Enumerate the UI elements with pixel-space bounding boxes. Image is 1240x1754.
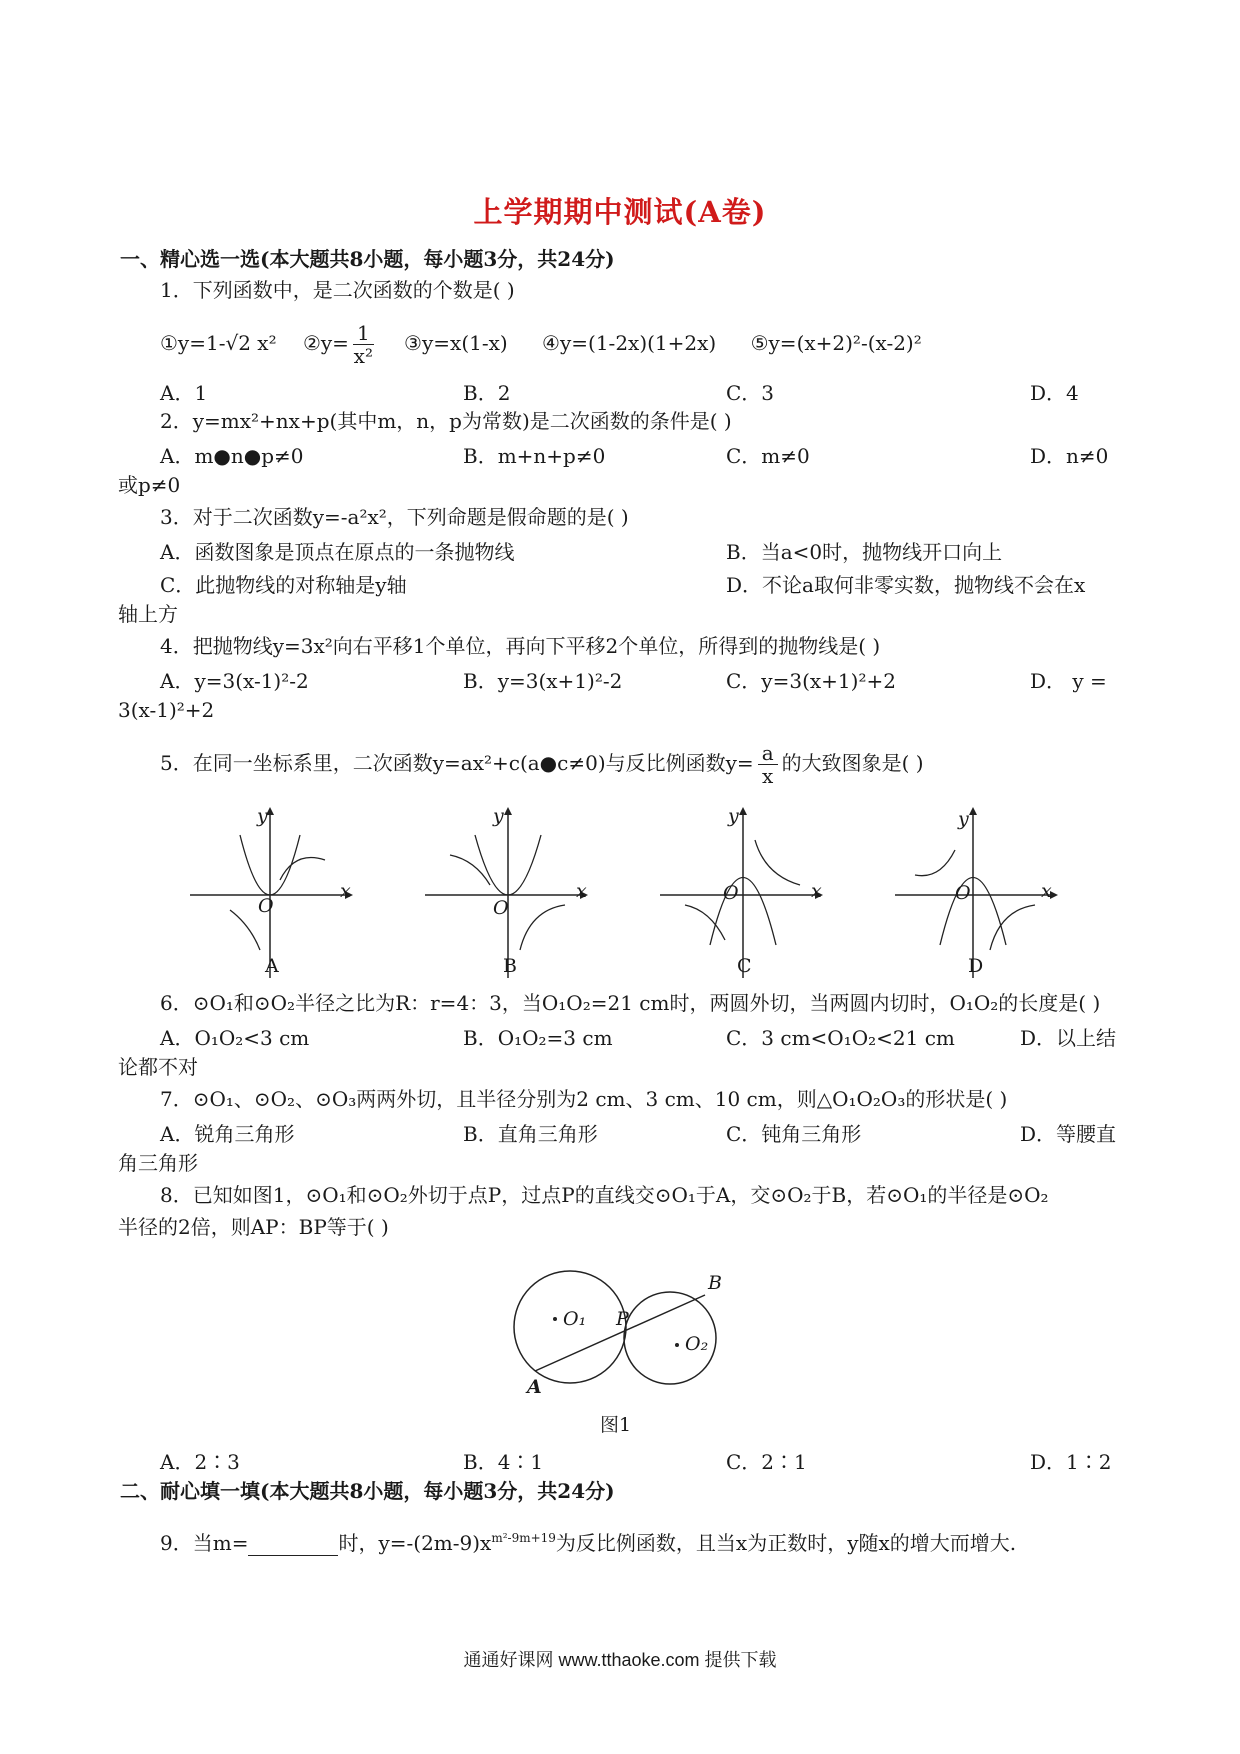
- graph-b-x-label: x: [576, 880, 587, 902]
- graph-a-y-label: y: [257, 805, 268, 827]
- q8-option-b: B．4∶1: [463, 1450, 544, 1474]
- q6-option-c: C．3 cm<O₁O₂<21 cm: [726, 1026, 955, 1050]
- q4-option-c: C．y=3(x+1)²+2: [726, 669, 896, 693]
- formula-3: ③y=x(1-x): [404, 331, 508, 355]
- page-title: 上学期期中测试(A卷): [473, 195, 767, 229]
- formula-4: ④y=(1-2x)(1+2x): [542, 331, 717, 355]
- q8-continuation: 半径的2倍，则AP：BP等于( ): [118, 1215, 389, 1239]
- q3-option-b: B．当a<0时，抛物线开口向上: [726, 540, 1003, 564]
- figure-label-b: B: [708, 1272, 722, 1294]
- question-5-stem: 5．在同一坐标系里，二次函数y=ax²+c(a●c≠0)与反比例函数y= $\frac{a}{x}$ 的大致图象是( ): [160, 741, 924, 788]
- figure-label-a: A: [527, 1376, 542, 1398]
- figure-label-o2: O₂: [685, 1333, 709, 1355]
- graph-d-origin: O: [955, 882, 971, 904]
- section-heading-1: 一、精心选一选(本大题共8小题，每小题3分，共24分): [120, 247, 615, 271]
- graph-c-y-label: y: [728, 805, 739, 827]
- q2-option-c: C．m≠0: [726, 444, 810, 468]
- q8-option-c: C．2∶1: [726, 1450, 807, 1474]
- q2-option-a: A．m●n●p≠0: [160, 444, 304, 468]
- formula-2: ②y= $\frac{1}{\text{x²}}$: [302, 321, 373, 368]
- graph-a-x-label: x: [340, 880, 351, 902]
- q3-option-a: A．函数图象是顶点在原点的一条抛物线: [160, 540, 515, 564]
- q2-option-d: D．n≠0: [1030, 444, 1109, 468]
- q6-option-a: A．O₁O₂<3 cm: [160, 1026, 310, 1050]
- formula-5: ⑤y=(x+2)²-(x-2)²: [750, 331, 922, 355]
- graph-d-y-label: y: [958, 808, 969, 830]
- q7-option-d: D．等腰直: [1020, 1122, 1117, 1146]
- graph-b-y-label: y: [493, 805, 504, 827]
- formula-1: ①y=1-√2 x²: [160, 331, 277, 355]
- q8-option-d: D．1∶2: [1030, 1450, 1112, 1474]
- answer-blank[interactable]: [248, 1535, 338, 1556]
- q3-option-c: C．此抛物线的对称轴是y轴: [160, 573, 407, 597]
- q7-continuation: 角三角形: [118, 1151, 198, 1175]
- graph-d-x-label: x: [1041, 880, 1052, 902]
- q7-option-b: B．直角三角形: [463, 1122, 598, 1146]
- q1-option-d: D．4: [1030, 381, 1079, 405]
- q4-continuation: 3(x-1)²+2: [118, 698, 215, 722]
- q1-option-c: C．3: [726, 381, 775, 405]
- graph-b-origin: O: [493, 897, 509, 919]
- question-3-stem: 3．对于二次函数y=-a²x²，下列命题是假命题的是( ): [160, 505, 629, 529]
- q6-option-b: B．O₁O₂=3 cm: [463, 1026, 613, 1050]
- question-8-stem: 8．已知如图1，⊙O₁和⊙O₂外切于点P，过点P的直线交⊙O₁于A，交⊙O₂于B，若⊙O₁的半径是⊙O₂: [160, 1183, 1049, 1207]
- footer-text: 通通好课网 www.tthaoke.com 提供下载: [463, 1650, 777, 1670]
- question-2-stem: 2．y=mx²+nx+p(其中m，n，p为常数)是二次函数的条件是( ): [160, 409, 732, 433]
- q8-option-a: A．2∶3: [160, 1450, 240, 1474]
- q2-continuation: 或p≠0: [118, 473, 181, 497]
- section-heading-2: 二、耐心填一填(本大题共8小题，每小题3分，共24分): [120, 1479, 615, 1503]
- q6-option-d: D．以上结: [1020, 1026, 1117, 1050]
- question-9: 9．当m= 时，$y=-(2m-9)x^{m^2-9m+19}$为反比例函数，且当x为正数时，y随x的增大而增大.: [160, 1531, 1017, 1555]
- graph-a-label: A: [265, 955, 279, 977]
- q1-option-a: A．1: [160, 381, 208, 405]
- question-1-formulas: [160, 322, 1160, 367]
- question-7-stem: 7．⊙O₁、⊙O₂、⊙O₃两两外切，且半径分别为2 cm、3 cm、10 cm，则△O₁O₂O₃的形状是( ): [160, 1087, 1008, 1111]
- graph-c-x-label: x: [811, 880, 822, 902]
- q4-option-d: D． y =: [1030, 669, 1107, 693]
- question-4-stem: 4．把抛物线y=3x²向右平移1个单位，再向下平移2个单位，所得到的抛物线是( ): [160, 634, 881, 658]
- question-6-stem: 6．⊙O₁和⊙O₂半径之比为R：r=4：3，当O₁O₂=21 cm时，两圆外切，当两圆内切时，O₁O₂的长度是( ): [160, 991, 1101, 1015]
- figure-label-o1: O₁: [563, 1308, 587, 1330]
- graph-b-label: B: [503, 955, 517, 977]
- q1-option-b: B．2: [463, 381, 511, 405]
- q4-option-b: B．y=3(x+1)²-2: [463, 669, 623, 693]
- graph-a-origin: O: [258, 895, 274, 917]
- figure-label-p: P: [616, 1308, 629, 1330]
- q7-option-a: A．锐角三角形: [160, 1122, 295, 1146]
- q4-option-a: A．y=3(x-1)²-2: [160, 669, 309, 693]
- q2-option-b: B．m+n+p≠0: [463, 444, 606, 468]
- graph-d-label: D: [968, 955, 984, 977]
- graph-c-label: C: [737, 955, 752, 977]
- question-1-stem: 1．下列函数中，是二次函数的个数是( ): [160, 278, 515, 302]
- q6-continuation: 论都不对: [118, 1055, 198, 1079]
- figure-caption: 图1: [600, 1414, 632, 1436]
- graph-c-origin: O: [723, 882, 739, 904]
- q3-option-d: D．不论a取何非零实数，抛物线不会在x: [726, 573, 1086, 597]
- q7-option-c: C．钝角三角形: [726, 1122, 862, 1146]
- q3-continuation: 轴上方: [118, 602, 178, 626]
